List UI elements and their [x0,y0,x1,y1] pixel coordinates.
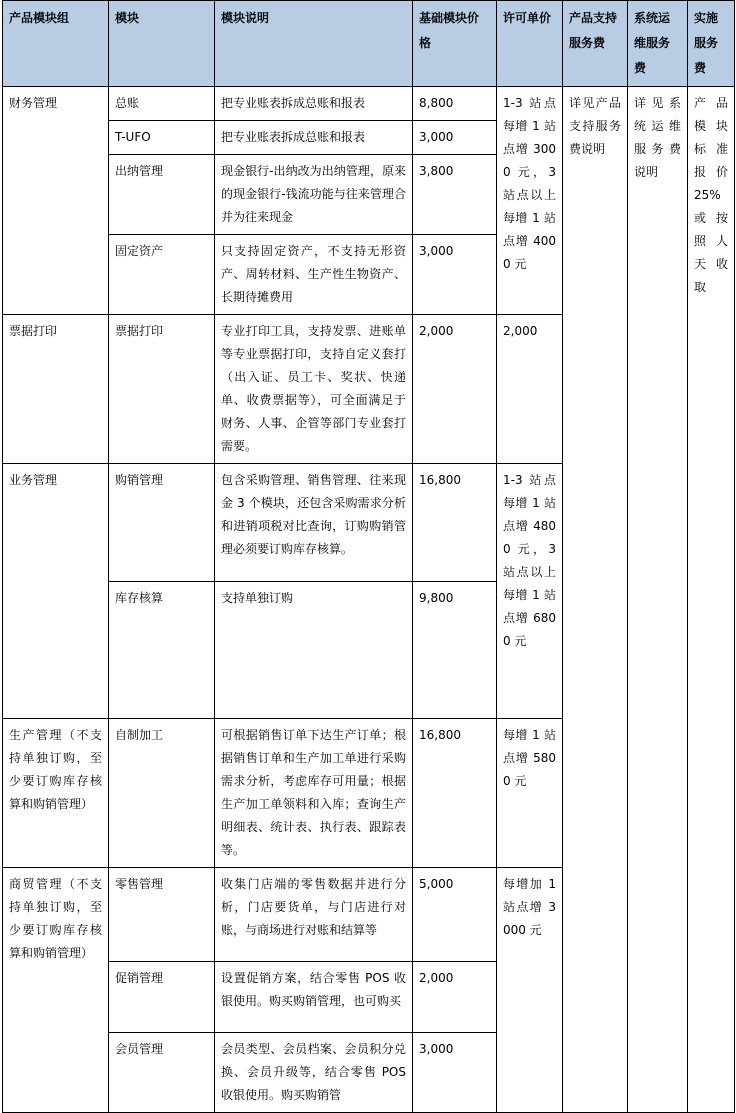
module-cell: 会员管理 [109,1033,215,1113]
module-cell: 购销管理 [109,464,215,582]
group-cell: 业务管理 [3,464,109,719]
header-cell: 产品支持服务费 [563,1,628,87]
price-cell: 3,000 [413,121,497,155]
price-cell: 3,800 [413,155,497,235]
group-cell: 商贸管理（不支持单独订购，至少要订购库存核算和购销管理） [3,868,109,1113]
header-cell: 基础模块价格 [413,1,497,87]
price-cell: 2,000 [413,962,497,1033]
desc-cell: 支持单独订购 [215,582,413,719]
header-cell: 系统运维服务费 [628,1,688,87]
license-cell: 每增加 1 站点增 3000 元 [497,868,563,1113]
desc-cell: 只支持固定资产，不支持无形资产、周转材料、生产性生物资产、长期待摊费用 [215,235,413,315]
license-cell: 2,000 [497,315,563,464]
price-cell: 3,000 [413,1033,497,1113]
header-cell: 许可单价 [497,1,563,87]
price-cell: 5,000 [413,868,497,962]
desc-cell: 现金银行-出纳改为出纳管理，原来的现金银行-钱流功能与往来管理合并为往来现金 [215,155,413,235]
module-cell: 总账 [109,87,215,121]
module-cell: 零售管理 [109,868,215,962]
module-cell: 库存核算 [109,582,215,719]
header-row [3,1,735,87]
desc-cell: 可根据销售订单下达生产订单；根据销售订单和生产加工单进行采购需求分析，考虑库存可用量；根据生产加工单领料和入库；查询生产明细表、统计表、执行表、跟踪表等。 [215,719,413,868]
header-cell: 模块说明 [215,1,413,87]
desc-cell: 设置促销方案，结合零售 POS 收银使用。购买购销管理，也可购买 [215,962,413,1033]
impl-fee-cell: 产品模块标准报价 25% 或按照人天收取 [688,87,735,1113]
price-cell: 16,800 [413,719,497,868]
ops-fee-cell: 详见系统运维服务费说明 [628,87,688,1113]
price-table [2,0,735,1113]
desc-cell: 会员类型、会员档案、会员积分兑换、会员升级等，结合零售 POS 收银使用。购买购销管 [215,1033,413,1113]
module-cell: 自制加工 [109,719,215,868]
price-cell: 2,000 [413,315,497,464]
desc-cell: 专业打印工具，支持发票、进账单等专业票据打印，支持自定义套打（出入证、员工卡、奖状、快递单、收费票据等），可全面满足于财务、人事、企管等部门专业套打需要。 [215,315,413,464]
module-cell: 票据打印 [109,315,215,464]
module-cell: T-UFO [109,121,215,155]
price-cell: 3,000 [413,235,497,315]
header-cell: 产品模块组 [3,1,109,87]
header-cell: 模块 [109,1,215,87]
license-cell: 1-3 站点每增 1 站点增 4800 元，3 站点以上每增 1 站点增 6800 元 [497,464,563,719]
license-cell: 每增 1 站点增 5800 元 [497,719,563,868]
header-cell: 实施服务费 [688,1,735,87]
module-cell: 出纳管理 [109,155,215,235]
group-cell: 生产管理（不支持单独订购，至少要订购库存核算和购销管理） [3,719,109,868]
license-cell: 1-3 站点每增 1 站点增 3000 元，3 站点以上每增 1 站点增 4000 元 [497,87,563,315]
price-cell: 8,800 [413,87,497,121]
module-cell: 固定资产 [109,235,215,315]
desc-cell: 把专业账表拆成总账和报表 [215,87,413,121]
price-cell: 16,800 [413,464,497,582]
support-fee-cell: 详见产品支持服务费说明 [563,87,628,1113]
desc-cell: 包含采购管理、销售管理、往来现金 3 个模块，还包含采购需求分析和进销项税对比查询，订购购销管理必须要订购库存核算。 [215,464,413,582]
module-cell: 促销管理 [109,962,215,1033]
desc-cell: 收集门店端的零售数据并进行分析，门店要货单，与门店进行对账，与商场进行对账和结算等 [215,868,413,962]
table-row [3,87,735,121]
group-cell: 财务管理 [3,87,109,315]
desc-cell: 把专业账表拆成总账和报表 [215,121,413,155]
group-cell: 票据打印 [3,315,109,464]
price-cell: 9,800 [413,582,497,719]
